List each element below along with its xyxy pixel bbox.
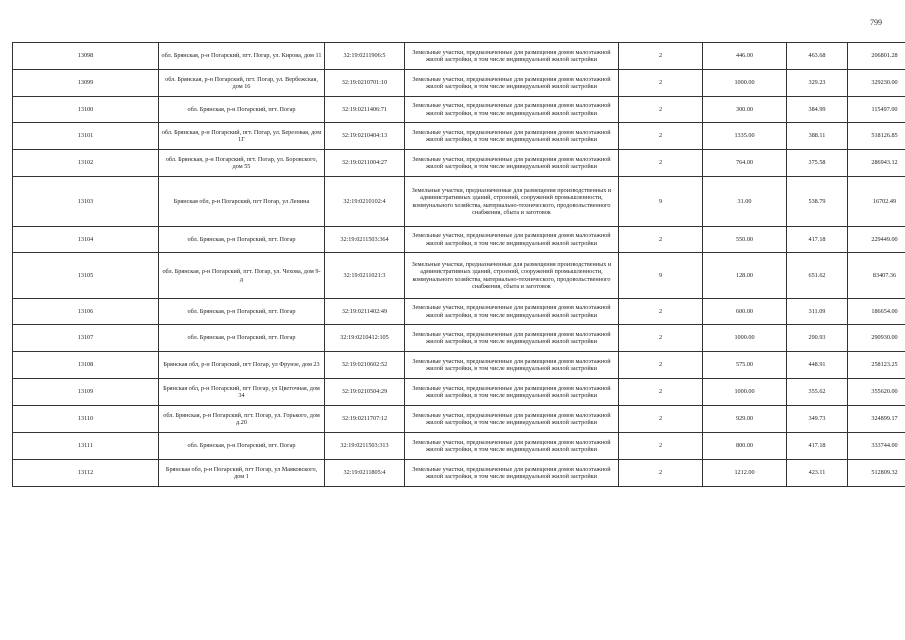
table-row	[13, 123, 905, 150]
page-number: 799	[870, 18, 882, 27]
area-cell: 1212.00	[703, 460, 787, 487]
row-number-cell: 13098	[13, 43, 159, 70]
address-cell: Брянская обл, р-н Погарский, пгт Погар, ул Маяковского, дом 1	[159, 460, 325, 487]
land-use-cell: Земельные участки, предназначенные для размещения домов малоэтажной жилой застройки, в том числе индивидуальной жилой застройки	[405, 406, 619, 433]
category-cell: 2	[619, 406, 703, 433]
area-cell: 31.00	[703, 177, 787, 227]
cadastral-number-cell: 32:19:0211805:4	[325, 460, 405, 487]
cadastral-number-cell: 32:19:0211402:49	[325, 299, 405, 325]
cadastral-number-cell: 32:19:0211906:5	[325, 43, 405, 70]
cadastral-value-cell: 333744.00	[848, 433, 905, 460]
unit-price-cell: 349.73	[787, 406, 848, 433]
cadastral-value-cell: 186654.00	[848, 299, 905, 325]
table-row	[13, 433, 905, 460]
cadastral-value-cell: 324899.17	[848, 406, 905, 433]
land-use-cell: Земельные участки, предназначенные для размещения домов малоэтажной жилой застройки, в том числе индивидуальной жилой застройки	[405, 123, 619, 150]
address-cell: обл. Брянская, р-н Погарский, пгт. Погар, ул. Вербежская, дом 16	[159, 70, 325, 97]
land-use-cell: Земельные участки, предназначенные для размещения домов малоэтажной жилой застройки, в том числе индивидуальной жилой застройки	[405, 97, 619, 123]
unit-price-cell: 329.23	[787, 70, 848, 97]
unit-price-cell: 423.11	[787, 460, 848, 487]
cadastral-value-cell: 355620.00	[848, 379, 905, 406]
table-row	[13, 460, 905, 487]
land-use-cell: Земельные участки, предназначенные для размещения домов малоэтажной жилой застройки, в том числе индивидуальной жилой застройки	[405, 70, 619, 97]
cadastral-number-cell: 32:19:0211503:313	[325, 433, 405, 460]
category-cell: 2	[619, 97, 703, 123]
area-cell: 300.00	[703, 97, 787, 123]
table-body	[13, 43, 905, 487]
category-cell: 2	[619, 379, 703, 406]
row-number-cell: 13101	[13, 123, 159, 150]
land-use-cell: Земельные участки, предназначенные для размещения домов малоэтажной жилой застройки, в том числе индивидуальной жилой застройки	[405, 325, 619, 352]
cadastral-value-cell: 206801.28	[848, 43, 905, 70]
row-number-cell: 13105	[13, 253, 159, 299]
category-cell: 2	[619, 460, 703, 487]
area-cell: 800.00	[703, 433, 787, 460]
cadastral-number-cell: 32:19:0210404:13	[325, 123, 405, 150]
table-row	[13, 406, 905, 433]
category-cell: 9	[619, 177, 703, 227]
cadastral-number-cell: 32:19:0211004:27	[325, 150, 405, 177]
unit-price-cell: 311.09	[787, 299, 848, 325]
table-row	[13, 352, 905, 379]
table-row	[13, 227, 905, 253]
row-number-cell: 13100	[13, 97, 159, 123]
unit-price-cell: 290.93	[787, 325, 848, 352]
address-cell: обл. Брянская, р-н Погарский, пгт. Погар, ул. Горького, дом д.20	[159, 406, 325, 433]
address-cell: обл. Брянская, р-н Погарский, пгт. Погар, ул. Березовая, дом 1Г	[159, 123, 325, 150]
cadastral-value-cell: 83407.36	[848, 253, 905, 299]
category-cell: 2	[619, 352, 703, 379]
land-use-cell: Земельные участки, предназначенные для размещения домов малоэтажной жилой застройки, в том числе индивидуальной жилой застройки	[405, 379, 619, 406]
unit-price-cell: 463.68	[787, 43, 848, 70]
unit-price-cell: 388.11	[787, 123, 848, 150]
area-cell: 1000.00	[703, 379, 787, 406]
category-cell: 2	[619, 70, 703, 97]
row-number-cell: 13104	[13, 227, 159, 253]
table-row	[13, 150, 905, 177]
category-cell: 2	[619, 227, 703, 253]
row-number-cell: 13110	[13, 406, 159, 433]
cadastral-number-cell: 32:19:0210701:10	[325, 70, 405, 97]
area-cell: 764.00	[703, 150, 787, 177]
category-cell: 2	[619, 433, 703, 460]
land-registry-table	[12, 42, 905, 487]
cadastral-number-cell: 32:19:0210102:4	[325, 177, 405, 227]
address-cell: обл. Брянская, р-н Погарский, пгт. Погар	[159, 227, 325, 253]
cadastral-number-cell: 32:19:0211406:71	[325, 97, 405, 123]
cadastral-value-cell: 229449.00	[848, 227, 905, 253]
address-cell: Брянская обл, р-н Погарский, пгт Погар, ул Фрунзе, дом 23	[159, 352, 325, 379]
land-use-cell: Земельные участки, предназначенные для размещения производственных и административных зданий, строений, сооружений промышленности, коммунального хозяйства, материально-технического, продовольственного снабжения, сбыта и заготовок	[405, 177, 619, 227]
address-cell: обл. Брянская, р-н Погарский, пгт. Погар, ул. Боровского, дом 55	[159, 150, 325, 177]
address-cell: обл. Брянская, р-н Погарский, пгт. Погар	[159, 433, 325, 460]
unit-price-cell: 355.62	[787, 379, 848, 406]
area-cell: 1000.00	[703, 325, 787, 352]
cadastral-value-cell: 115497.00	[848, 97, 905, 123]
row-number-cell: 13112	[13, 460, 159, 487]
cadastral-value-cell: 290930.00	[848, 325, 905, 352]
area-cell: 600.00	[703, 299, 787, 325]
cadastral-number-cell: 32:19:0210412:105	[325, 325, 405, 352]
table-row	[13, 70, 905, 97]
category-cell: 2	[619, 150, 703, 177]
category-cell: 9	[619, 253, 703, 299]
address-cell: обл. Брянская, р-н Погарский, пгт. Погар, ул. Кирова, дом 11	[159, 43, 325, 70]
cadastral-number-cell: 32:19:0210504:29	[325, 379, 405, 406]
unit-price-cell: 417.18	[787, 433, 848, 460]
unit-price-cell: 417.18	[787, 227, 848, 253]
area-cell: 550.00	[703, 227, 787, 253]
address-cell: Брянская обл, р-н Погарский, пгт Погар, ул Цветочная, дом 34	[159, 379, 325, 406]
cadastral-value-cell: 258123.25	[848, 352, 905, 379]
row-number-cell: 13106	[13, 299, 159, 325]
land-use-cell: Земельные участки, предназначенные для размещения домов малоэтажной жилой застройки, в том числе индивидуальной жилой застройки	[405, 352, 619, 379]
row-number-cell: 13108	[13, 352, 159, 379]
address-cell: Брянская обл, р-н Погарский, пгт Погар, ул Ленина	[159, 177, 325, 227]
land-use-cell: Земельные участки, предназначенные для размещения производственных и административных зданий, строений, сооружений промышленности, коммунального хозяйства, материально-технического, продовольственного снабжения, сбыта и заготовок	[405, 253, 619, 299]
cadastral-number-cell: 32:19:0210602:52	[325, 352, 405, 379]
unit-price-cell: 384.99	[787, 97, 848, 123]
row-number-cell: 13111	[13, 433, 159, 460]
area-cell: 1000.00	[703, 70, 787, 97]
category-cell: 2	[619, 325, 703, 352]
unit-price-cell: 651.62	[787, 253, 848, 299]
category-cell: 2	[619, 43, 703, 70]
table-row	[13, 299, 905, 325]
area-cell: 929.00	[703, 406, 787, 433]
cadastral-value-cell: 286943.12	[848, 150, 905, 177]
row-number-cell: 13107	[13, 325, 159, 352]
land-use-cell: Земельные участки, предназначенные для размещения домов малоэтажной жилой застройки, в том числе индивидуальной жилой застройки	[405, 299, 619, 325]
address-cell: обл. Брянская, р-н Погарский, пгт. Погар	[159, 325, 325, 352]
cadastral-value-cell: 512809.32	[848, 460, 905, 487]
unit-price-cell: 375.58	[787, 150, 848, 177]
cadastral-value-cell: 16702.49	[848, 177, 905, 227]
row-number-cell: 13102	[13, 150, 159, 177]
land-use-cell: Земельные участки, предназначенные для размещения домов малоэтажной жилой застройки, в том числе индивидуальной жилой застройки	[405, 460, 619, 487]
address-cell: обл. Брянская, р-н Погарский, пгт. Погар	[159, 97, 325, 123]
area-cell: 1335.00	[703, 123, 787, 150]
land-use-cell: Земельные участки, предназначенные для размещения домов малоэтажной жилой застройки, в том числе индивидуальной жилой застройки	[405, 43, 619, 70]
table-row	[13, 379, 905, 406]
row-number-cell: 13099	[13, 70, 159, 97]
land-use-cell: Земельные участки, предназначенные для размещения домов малоэтажной жилой застройки, в том числе индивидуальной жилой застройки	[405, 227, 619, 253]
category-cell: 2	[619, 123, 703, 150]
table-row	[13, 97, 905, 123]
area-cell: 446.00	[703, 43, 787, 70]
area-cell: 128.00	[703, 253, 787, 299]
cadastral-value-cell: 329230.00	[848, 70, 905, 97]
address-cell: обл. Брянская, р-н Погарский, пгт. Погар	[159, 299, 325, 325]
table-row	[13, 177, 905, 227]
cadastral-number-cell: 32:19:0211503:364	[325, 227, 405, 253]
row-number-cell: 13109	[13, 379, 159, 406]
land-use-cell: Земельные участки, предназначенные для размещения домов малоэтажной жилой застройки, в том числе индивидуальной жилой застройки	[405, 433, 619, 460]
table-row	[13, 253, 905, 299]
row-number-cell: 13103	[13, 177, 159, 227]
table-row	[13, 43, 905, 70]
unit-price-cell: 538.79	[787, 177, 848, 227]
address-cell: обл. Брянская, р-н Погарский, пгт. Погар, ул. Чехова, дом 9-д	[159, 253, 325, 299]
table-row	[13, 325, 905, 352]
unit-price-cell: 448.91	[787, 352, 848, 379]
cadastral-number-cell: 32:19:0211707:12	[325, 406, 405, 433]
land-use-cell: Земельные участки, предназначенные для размещения домов малоэтажной жилой застройки, в том числе индивидуальной жилой застройки	[405, 150, 619, 177]
category-cell: 2	[619, 299, 703, 325]
cadastral-number-cell: 32:19:0211021:3	[325, 253, 405, 299]
area-cell: 575.00	[703, 352, 787, 379]
cadastral-value-cell: 518126.85	[848, 123, 905, 150]
